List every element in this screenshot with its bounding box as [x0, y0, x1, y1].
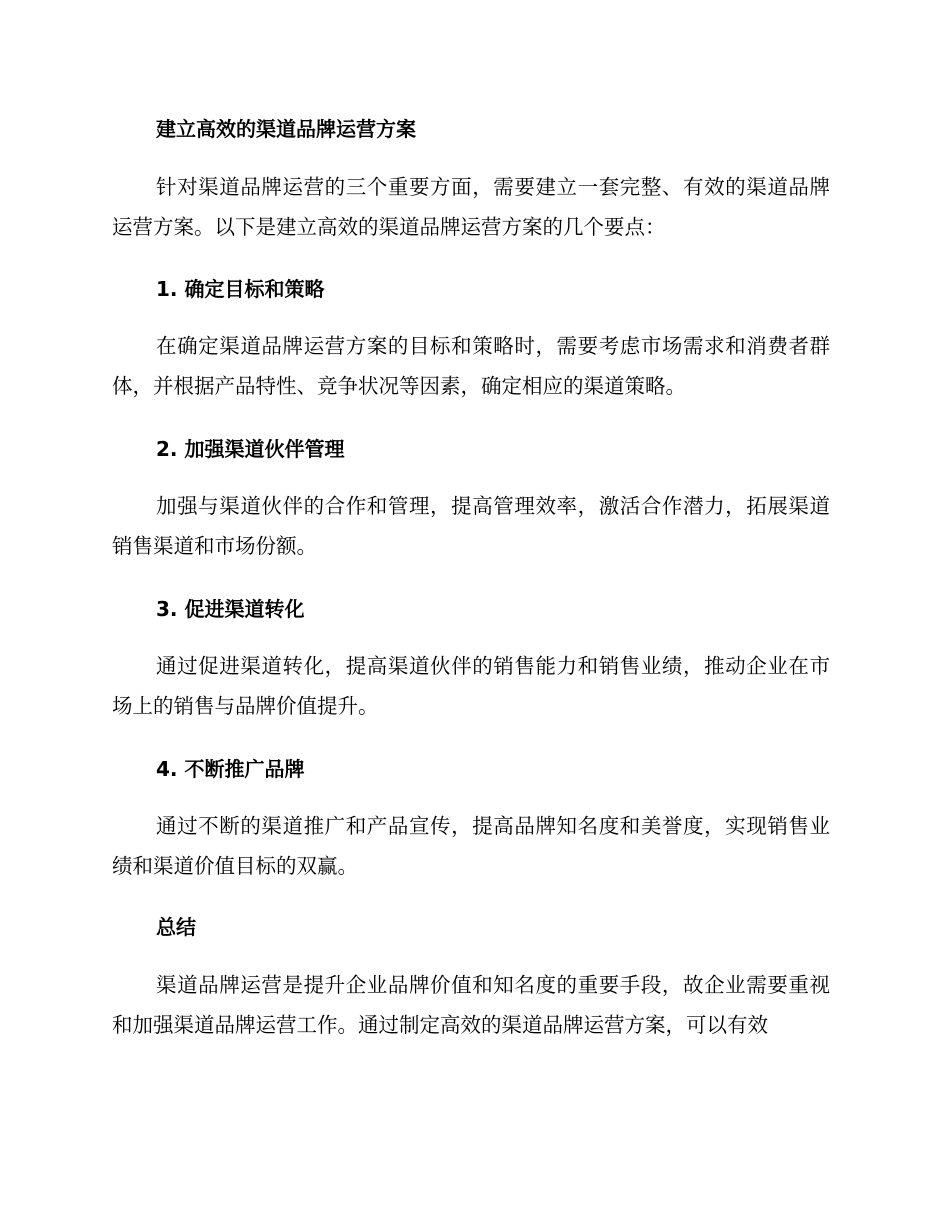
section-paragraph-summary: 渠道品牌运营是提升企业品牌价值和知名度的重要手段，故企业需要重视和加强渠道品牌运营工作。通过制定高效的渠道品牌运营方案，可以有效 — [112, 973, 830, 1037]
section-heading-brand-promotion: 4. 不断推广品牌 — [156, 757, 305, 781]
section-heading-channel-conversion: 3. 促进渠道转化 — [156, 597, 305, 621]
section-paragraph-intro: 针对渠道品牌运营的三个重要方面，需要建立一套完整、有效的渠道品牌运营方案。以下是建立高效的渠道品牌运营方案的几个要点： — [112, 175, 830, 239]
section-heading-partner-management: 2. 加强渠道伙伴管理 — [156, 437, 345, 461]
section-heading-summary: 总结 — [156, 915, 196, 939]
section-paragraph-goals-strategy: 在确定渠道品牌运营方案的目标和策略时，需要考虑市场需求和消费者群体，并根据产品特性、竞争状况等因素，确定相应的渠道策略。 — [112, 334, 830, 398]
section-paragraph-partner-management: 加强与渠道伙伴的合作和管理，提高管理效率，激活合作潜力，拓展渠道销售渠道和市场份额。 — [112, 494, 830, 558]
section-heading-channel-brand-plan: 建立高效的渠道品牌运营方案 — [156, 117, 416, 141]
section-heading-goals-strategy: 1. 确定目标和策略 — [156, 277, 325, 301]
section-paragraph-brand-promotion: 通过不断的渠道推广和产品宣传，提高品牌知名度和美誉度，实现销售业绩和渠道价值目标的双赢。 — [112, 814, 830, 878]
section-paragraph-channel-conversion: 通过促进渠道转化，提高渠道伙伴的销售能力和销售业绩，推动企业在市场上的销售与品牌价值提升。 — [112, 654, 830, 718]
